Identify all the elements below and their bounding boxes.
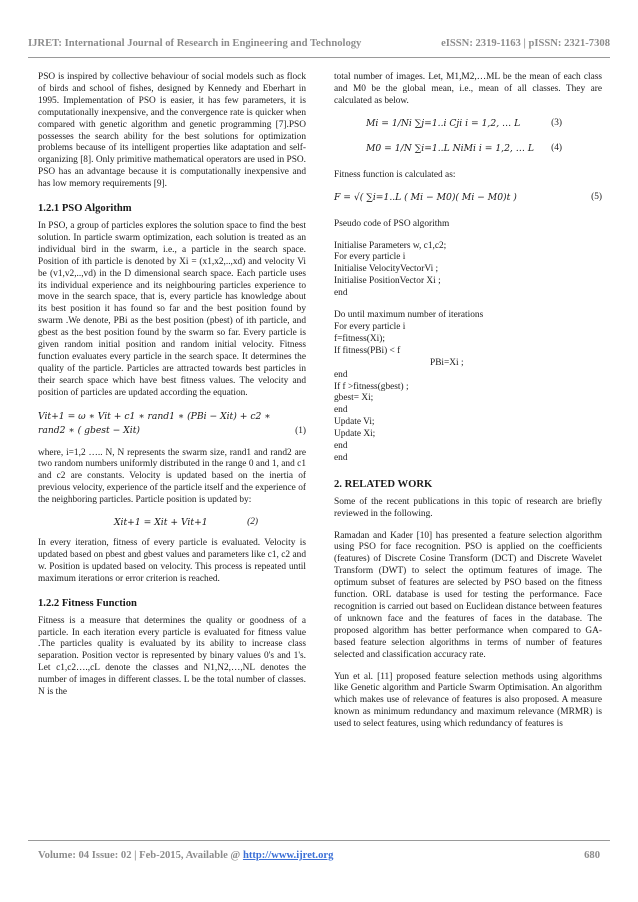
journal-link[interactable]: http://www.ijret.org [242, 850, 334, 861]
volume-text: Volume: 04 Issue: 02 | Feb-2015, Available @ [38, 850, 243, 861]
equation-3-number: (3) [551, 117, 562, 128]
code-line: f=fitness(Xi); [334, 333, 385, 344]
equation-2-expression: Xit+1 = Xit + Vit+1 [114, 517, 208, 529]
footer-rule [28, 840, 610, 841]
yun-paragraph: Yun et al. [11] proposed feature selection methods using algorithms like Genetic algorithm and Particle Swarm Optimisation. An algorithm which makes use of relevance of features is also proposed. A measure known as minimum redundancy and maximum relevance (MRMR) is used to select features, using which redundancy of features is [334, 671, 602, 730]
code-line: end [334, 441, 348, 452]
code-line: For every particle i [334, 321, 406, 332]
code-line: end [334, 369, 348, 380]
ramadan-paragraph: Ramadan and Kader [10] has presented a feature selection algorithm using PSO for face recognition. PSO is applied on the coefficients (features) of Discrete Cosine Transform (DCT) and Discrete Wavelet Transform (DWT) to select the optimum features of image. The optimum subset of features are selected by PSO based on the fitness function. ORL database is used for testing the performance. Face recognition is carried out based on Euclidean distance between features of unknown face and the features of faces in the database. The proposed algorithm has better performance when compared to GA-based feature selection algorithms in terms of number of features selected and classification accuracy rate. [334, 530, 602, 660]
pso-description-paragraph: In PSO, a group of particles explores the solution space to find the best solution. In particle swarm optimization, each solution is treated as an individual bird in the swarm, i.e., a particle in the search space. Position of ith particle is denoted by Xi = (x1,x2,..,xd) and velocity Vi be (v1,v2,..,vd) in the D dimensional search space. Each particle uses its individual experience and its neighbouring particles experience to move in the search space, that is, every particle has knowledge about its best position it has found so far and the best position found by swarm .We denote, PBi as the best position (pbest) of ith particle, and gbest as the best position found by the swarm so far. Every particle is given random initial position and random initial velocity. Fitness function evaluates every particle in the search space. It determines the quality of the particle. Particles are attracted towards best particles in their search space which have best fitness values. The velocity and position of particles are updated according the equation. [38, 220, 306, 398]
pseudo-code-title: Pseudo code of PSO algorithm [334, 218, 450, 229]
issn-text: eISSN: 2319-1163 | pISSN: 2321-7308 [441, 38, 610, 49]
section-heading-pso-algorithm: 1.2.1 PSO Algorithm [38, 203, 132, 215]
intro-paragraph: PSO is inspired by collective behaviour of social models such as flock of birds and school of fishes, designed by Kennedy and Eberhart in 1995. Implementation of PSO is easier, it has few parameters, it is computationally inexpensive, and the convergence rate is quicker when compared with genetic algorithm and genetic programming [7].PSO possesses the search ability for the best solutions for optimization problems because of its intelligent properties like adaptation and self-organizing [8]. Only primitive mathematical operators are used in PSO. PSO has an advantage because it is computationally inexpensive and has low memory requirements [9]. [38, 72, 306, 190]
equation-4-expression: M0 = 1/N ∑i=1..L NiMi i = 1,2, … L [366, 142, 534, 154]
section-heading-fitness-function: 1.2.2 Fitness Function [38, 597, 137, 609]
page-footer [38, 850, 600, 866]
code-line: end [334, 288, 348, 299]
pseudo-code-block-loop [334, 310, 602, 465]
related-intro-paragraph: Some of the recent publications in this topic of research are briefly reviewed in the following. [334, 496, 602, 519]
equation-5-expression: F = √( ∑i=1..L ( Mi − M0)( Mi − M0)t ) [334, 191, 517, 203]
equation-5 [334, 192, 602, 207]
left-column [38, 72, 306, 709]
code-line: PBi=Xi ; [430, 357, 464, 368]
section-heading-related-work: 2. RELATED WORK [334, 478, 433, 490]
code-line: end [334, 452, 348, 463]
where-paragraph: where, i=1,2 ….. N, N represents the swarm size, rand1 and rand2 are two random numbers uniformly distributed in the range 0 and 1, and c1 and c2 are constants. Velocity is updated based on the inertia of previous velocity, experience of the particle itself and the experience of the neighboring particles. Particle position is updated by: [38, 447, 306, 506]
iteration-paragraph: In every iteration, fitness of every particle is evaluated. Velocity is updated based on pbest and gbest values and parameters like c1, c2 and w. Position is updated based on velocity. This process is repeated until maximum iterations or error criterion is reached. [38, 538, 306, 584]
code-line: Initialise PositionVector Xi ; [334, 276, 441, 287]
journal-title: IJRET: International Journal of Research in Engineering and Technology [28, 38, 362, 49]
equation-3 [334, 118, 602, 133]
page-number: 680 [584, 850, 600, 861]
code-line: Initialise Parameters w, c1,c2; [334, 240, 447, 251]
equation-5-number: (5) [591, 191, 602, 202]
fitness-calc-text: Fitness function is calculated as: [334, 169, 456, 180]
page-header [28, 38, 610, 54]
means-paragraph: total number of images. Let, M1,M2,…ML be the mean of each class and M0 be the global mean, i.e., mean of all classes. They are calculated as below. [334, 72, 602, 106]
equation-2 [38, 517, 306, 532]
code-line: Initialise VelocityVectorVi ; [334, 264, 439, 275]
code-line: If fitness(PBi) < f [334, 345, 401, 356]
code-line: For every particle i [334, 252, 406, 263]
volume-info [38, 850, 333, 861]
code-line: Update Xi; [334, 429, 376, 440]
code-line: Update Vi; [334, 417, 375, 428]
right-column [334, 72, 602, 741]
equation-4-number: (4) [551, 142, 562, 153]
equation-1-number: (1) [295, 425, 306, 436]
code-line: end [334, 405, 348, 416]
equation-1 [38, 410, 306, 438]
code-line: If f >fitness(gbest) ; [334, 381, 409, 392]
equation-4 [334, 143, 602, 158]
equation-3-expression: Mi = 1/Ni ∑j=1..i Cji i = 1,2, … L [366, 117, 521, 129]
equation-1-line-2: rand2 ∗ ( gbest − Xit) [38, 424, 141, 436]
pseudo-code-block-init [334, 241, 602, 301]
fitness-paragraph: Fitness is a measure that determines the quality or goodness of a particle. In each iteration every particle is evaluated for fitness value .The particles quality is evaluated by its ability to increase class separation. Position vector is represented by binary values 0's and 1's. Let c1,c2….,cL denote the classes and N1,N2,…,NL denotes the number of images in different classes. L be the total number of classes. N is the [38, 615, 306, 698]
equation-2-number: (2) [247, 517, 258, 528]
code-line: gbest= Xi; [334, 393, 374, 404]
code-line: Do until maximum number of iterations [334, 310, 484, 321]
header-rule [28, 57, 610, 58]
equation-1-line-1: Vit+1 = ω ∗ Vit + c1 ∗ rand1 ∗ (PBi − Xit) + c2 ∗ [38, 410, 271, 422]
